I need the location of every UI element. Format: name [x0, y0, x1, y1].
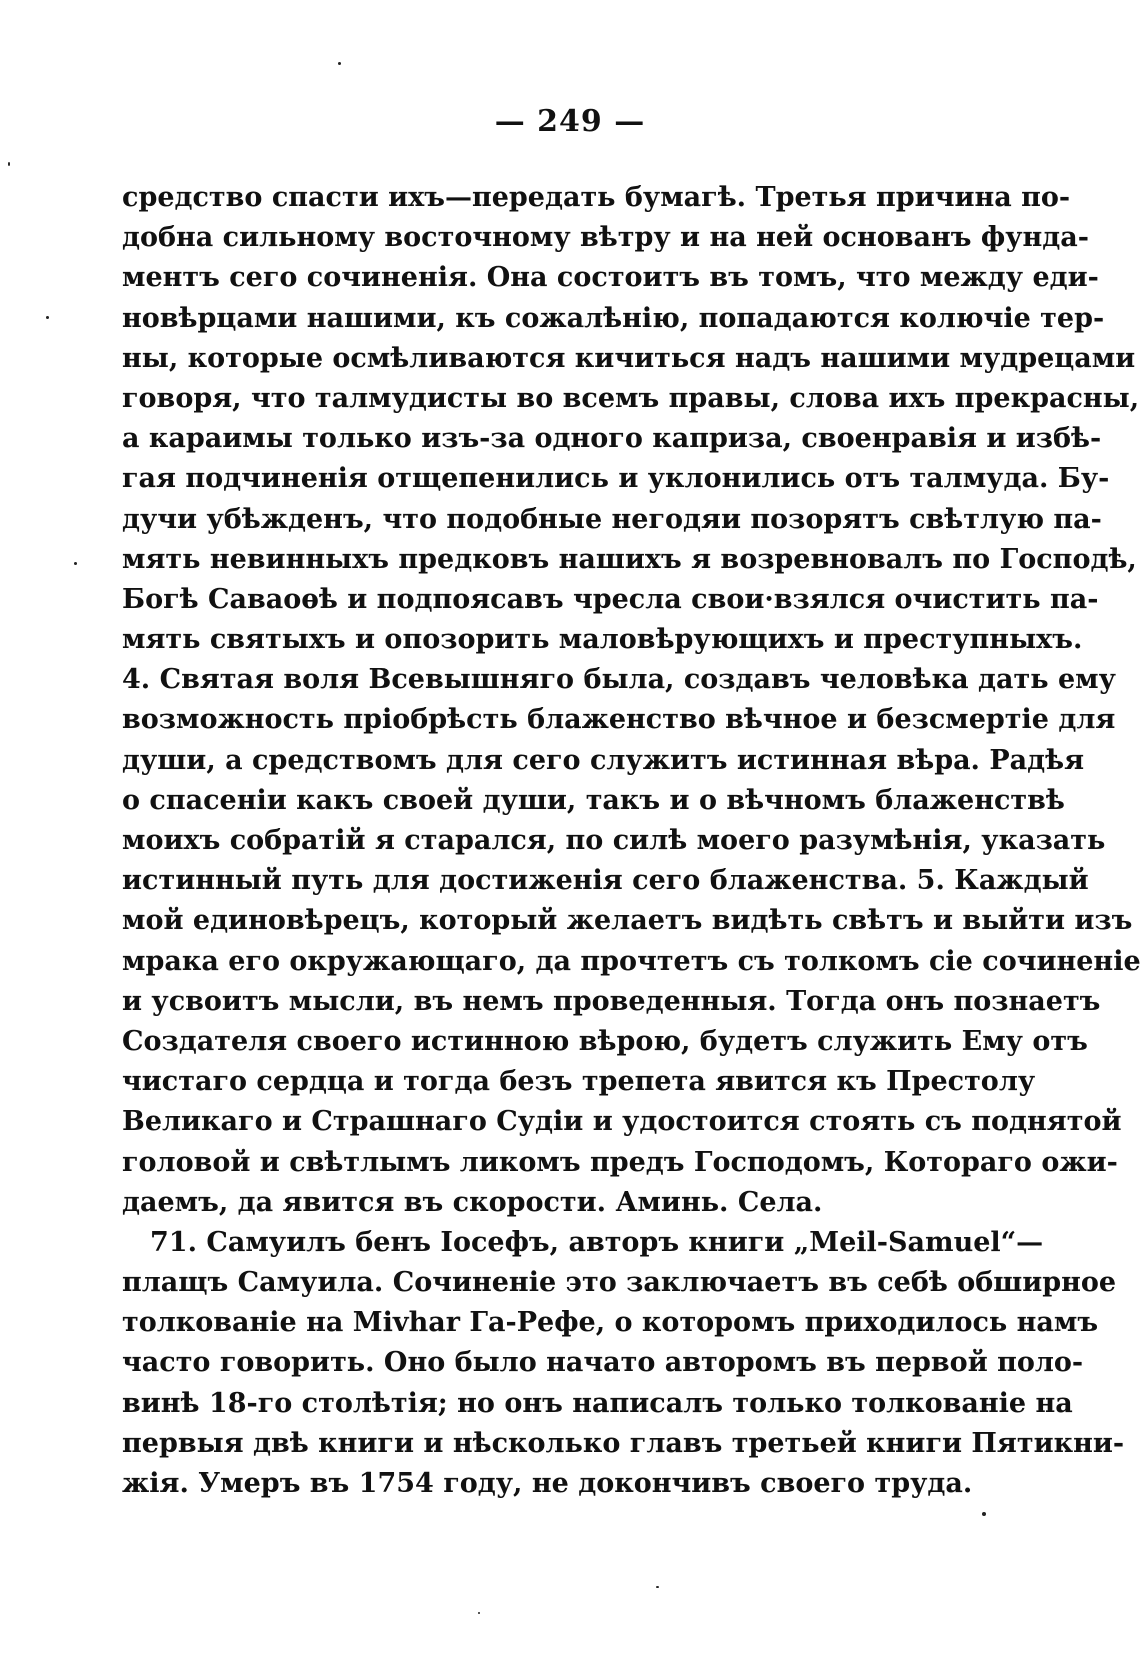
- scan-speck: [478, 1612, 480, 1614]
- text-line: плащъ Самуила. Сочиненіе это заключаетъ въ себѣ обширное: [122, 1267, 1117, 1299]
- text-line: мрака его окружающаго, да прочтетъ съ толкомъ сіе сочиненіе: [122, 945, 1141, 977]
- text-line: моихъ собратій я старался, по силѣ моего разумѣнія, указать: [122, 825, 1106, 856]
- text-line: новѣрцами нашими, къ сожалѣнію, попадаются колючіе тер-: [122, 302, 1105, 334]
- text-line: говоря, что талмудисты во всемъ правы, слова ихъ прекрасны,: [122, 382, 1140, 414]
- text-line: ментъ сего сочиненія. Она состоитъ въ томъ, что между еди-: [122, 262, 1099, 294]
- scan-speck: [74, 562, 77, 565]
- text-line: о спасеніи какъ своей души, такъ и о вѣчномъ блаженствѣ: [122, 784, 1065, 816]
- text-line: мой единовѣрецъ, который желаетъ видѣть свѣтъ и выйти изъ: [122, 905, 1133, 937]
- scan-speck: [46, 316, 49, 319]
- page-number: — 249 —: [494, 104, 646, 139]
- scan-speck: [656, 1586, 659, 1588]
- body-text: [122, 178, 1141, 1504]
- text-line: и усвоитъ мысли, въ немъ проведенныя. Тогда онъ познаетъ: [122, 985, 1101, 1017]
- text-line: винѣ 18-го столѣтія; но онъ написалъ только толкованіе на: [122, 1387, 1073, 1419]
- text-line: жія. Умеръ въ 1754 году, не докончивъ своего труда.: [122, 1468, 973, 1499]
- text-line: а караимы только изъ-за одного каприза, своенравія и избѣ-: [122, 423, 1102, 455]
- text-line: Великаго и Страшнаго Судіи и удостоится стоять съ поднятой: [122, 1106, 1122, 1138]
- text-line: первыя двѣ книги и нѣсколько главъ третьей книги Пятикни-: [122, 1427, 1125, 1459]
- text-line: 71. Самуилъ бенъ Іосефъ, авторъ книги „Meil-Samuel“—: [150, 1226, 1044, 1258]
- scan-speck: [8, 162, 10, 166]
- text-line: ны, которые осмѣливаются кичиться надъ нашими мудрецами: [122, 342, 1136, 374]
- text-line: мять невинныхъ предковъ нашихъ я возревновалъ по Господѣ,: [122, 543, 1137, 575]
- text-line: часто говорить. Оно было начато авторомъ въ первой поло-: [122, 1347, 1084, 1379]
- text-line: Создателя своего истинною вѣрою, будетъ служить Ему отъ: [122, 1025, 1088, 1057]
- text-line: даемъ, да явится въ скорости. Аминь. Села.: [122, 1186, 823, 1218]
- text-line: Богѣ Саваоѳѣ и подпоясавъ чресла свои·взялся очистить па-: [122, 583, 1099, 615]
- text-line: добна сильному восточному вѣтру и на ней основанъ фунда-: [122, 222, 1089, 254]
- text-line: дучи убѣжденъ, что подобные негодяи позорятъ свѣтлую па-: [122, 503, 1102, 535]
- text-line: гая подчиненія отщепенились и уклонились отъ талмуда. Бу-: [122, 463, 1110, 495]
- scan-speck: [982, 1512, 986, 1516]
- text-line: возможность пріобрѣсть блаженство вѣчное и безсмертіе для: [122, 704, 1116, 736]
- text-line: толкованіе на Mivhar Га-Рефе, о которомъ приходилось намъ: [122, 1307, 1099, 1339]
- scan-speck: [338, 62, 341, 65]
- text-line: чистаго сердца и тогда безъ трепета явится къ Престолу: [122, 1066, 1036, 1098]
- text-line: средство спасти ихъ—передать бумагѣ. Третья причина по-: [122, 182, 1071, 213]
- text-line: души, а средствомъ для сего служитъ истинная вѣра. Радѣя: [122, 744, 1085, 776]
- text-line: мять святыхъ и опозорить маловѣрующихъ и преступныхъ.: [122, 624, 1083, 656]
- text-line: 4. Святая воля Всевышняго была, создавъ человѣка дать ему: [122, 664, 1116, 696]
- text-line: истинный путь для достиженія сего блаженства. 5. Каждый: [122, 865, 1089, 897]
- text-line: головой и свѣтлымъ ликомъ предъ Господомъ, Котораго ожи-: [122, 1146, 1118, 1178]
